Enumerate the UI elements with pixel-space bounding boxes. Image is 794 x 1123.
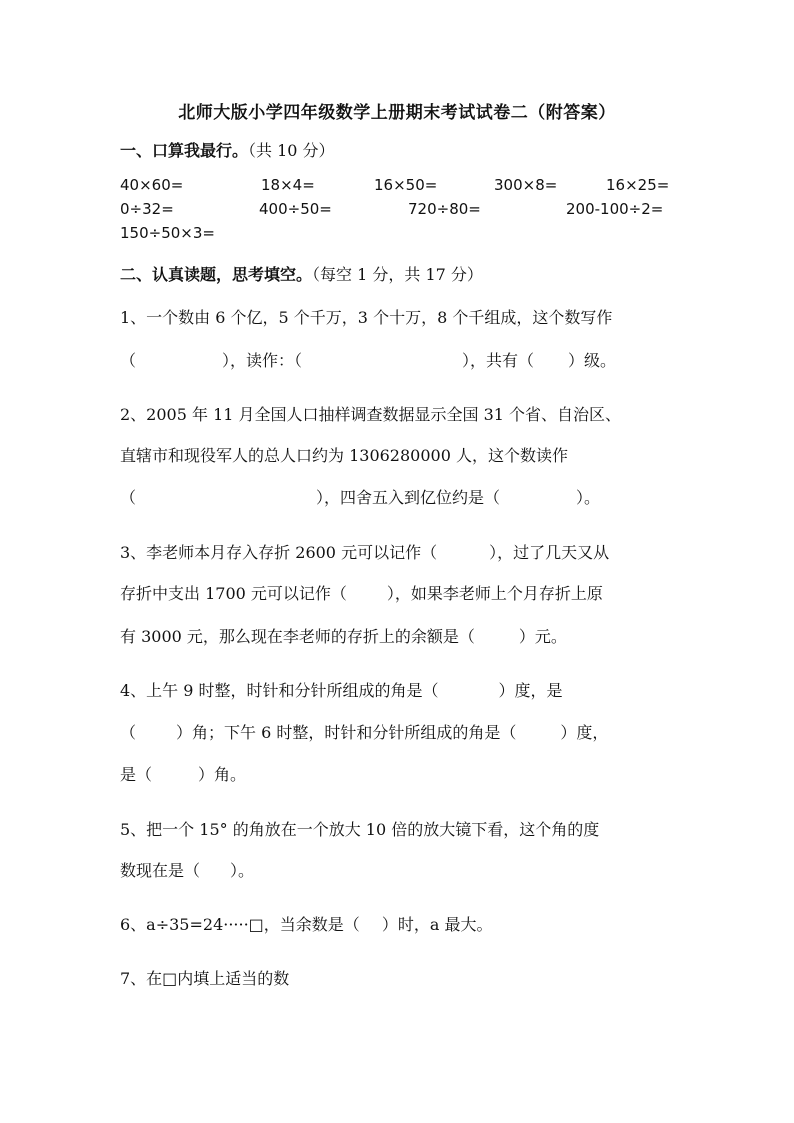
calc-item: 720÷80= — [408, 200, 481, 218]
text: 数现在是（ — [120, 861, 201, 880]
calc-item: 0÷32= — [120, 200, 174, 218]
q1-line-2 — [120, 348, 680, 371]
calc-item: 150÷50×3= — [120, 224, 215, 242]
q2-line-1: 2、2005 年 11 月全国人口抽样调查数据显示全国 31 个省、自治区、 — [120, 405, 622, 424]
q5-line-1: 5、把一个 15° 的角放在一个放大 10 倍的放大镜下看，这个角的度 — [120, 820, 600, 839]
calc-item: 16×50= — [374, 176, 438, 194]
text: ）度， — [560, 723, 609, 742]
text: （ — [120, 488, 137, 507]
text: ），如果李老师上个月存折上原 — [386, 584, 603, 603]
text: 是（ — [120, 765, 153, 784]
calc-item: 300×8= — [494, 176, 558, 194]
q4-line-2 — [120, 720, 680, 743]
calc-item: 200-100÷2= — [566, 200, 664, 218]
text: ）度，是 — [498, 681, 563, 700]
page-title: 北师大版小学四年级数学上册期末考试试卷二（附答案） — [178, 103, 616, 123]
section-2-title: 二、认真读题，思考填空。 — [120, 265, 313, 284]
q6-line-1 — [120, 912, 680, 935]
calc-item: 18×4= — [261, 176, 315, 194]
section-2-heading — [120, 262, 483, 285]
section-1-heading — [120, 138, 335, 161]
text: 3、李老师本月存入存折 2600 元可以记作（ — [120, 543, 438, 562]
text: ），过了几天又从 — [489, 543, 610, 562]
q3-line-1 — [120, 540, 680, 563]
text: ），共有（ — [462, 351, 535, 370]
q4-line-1 — [120, 678, 680, 701]
text: ）。 — [576, 488, 601, 507]
text: ）角；下午 6 时整，时针和分针所组成的角是（ — [176, 723, 517, 742]
text: ）时，a 最大。 — [381, 915, 493, 934]
text: 4、上午 9 时整，时针和分针所组成的角是（ — [120, 681, 439, 700]
q4-line-3 — [120, 762, 680, 785]
calc-item: 400÷50= — [259, 200, 332, 218]
q2-line-3 — [120, 485, 680, 508]
text: ）元。 — [518, 627, 567, 646]
q5-line-2 — [120, 858, 680, 881]
section-1-note: （共 10 分） — [248, 141, 335, 160]
text: ）。 — [230, 861, 255, 880]
q2-line-2: 直辖市和现役军人的总人口约为 1306280000 人，这个数读作 — [120, 446, 568, 465]
calc-item: 16×25= — [606, 176, 670, 194]
text: 6、a÷35=24·····□，当余数是（ — [120, 915, 360, 934]
text: （ — [120, 351, 137, 370]
section-2-note: （每空 1 分，共 17 分） — [312, 265, 483, 284]
text: 存折中支出 1700 元可以记作（ — [120, 584, 347, 603]
text: ），读作：（ — [222, 351, 303, 370]
q3-line-3 — [120, 624, 680, 647]
text: ）角。 — [198, 765, 247, 784]
q7-line-1: 7、在□内填上适当的数 — [120, 969, 290, 988]
text: （ — [120, 723, 137, 742]
q1-line-1: 1、一个数由 6 个亿，5 个千万，3 个十万，8 个千组成，这个数写作 — [120, 308, 613, 327]
text: ），四舍五入到亿位约是（ — [316, 488, 501, 507]
text: 有 3000 元，那么现在李老师的存折上的余额是（ — [120, 627, 475, 646]
calc-item: 40×60= — [120, 176, 184, 194]
section-1-title: 一、口算我最行。 — [120, 141, 249, 160]
q3-line-2 — [120, 581, 680, 604]
text: ）级。 — [568, 351, 617, 370]
